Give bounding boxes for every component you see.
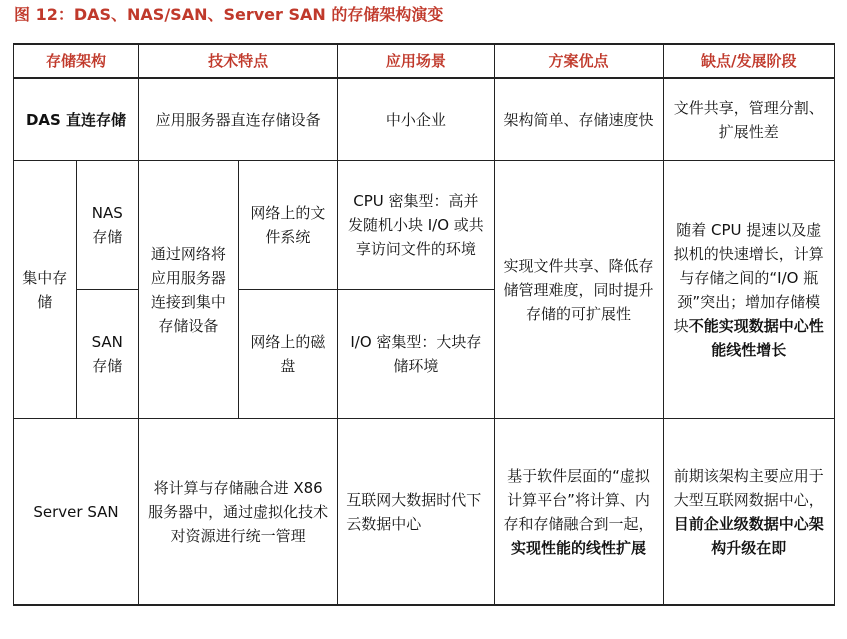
table-row-server-san bbox=[14, 419, 835, 606]
header-drawbacks: 缺点/发展阶段 bbox=[663, 44, 834, 78]
nas-sub-feature: 网络上的文件系统 bbox=[238, 161, 338, 290]
das-advantage: 架构简单、存储速度快 bbox=[494, 78, 663, 161]
san-name: SAN 存储 bbox=[76, 290, 139, 419]
san-sub-feature: 网络上的磁盘 bbox=[238, 290, 338, 419]
centralized-drawback bbox=[663, 161, 834, 419]
centralized-drawback-bold: 不能实现数据中心性能线性增长 bbox=[688, 316, 824, 359]
server-san-drawback-plain: 前期该架构主要应用于大型互联网数据中心， bbox=[673, 466, 824, 509]
header-advantages: 方案优点 bbox=[494, 44, 663, 78]
server-san-drawback bbox=[663, 419, 834, 606]
table-row-das bbox=[14, 78, 835, 161]
figure-title: 图 12：DAS、NAS/SAN、Server SAN 的存储架构演变 bbox=[14, 5, 444, 24]
server-san-feature: 将计算与存储融合进 X86 服务器中，通过虚拟化技术对资源进行统一管理 bbox=[139, 419, 338, 606]
centralized-advantage: 实现文件共享、降低存储管理难度，同时提升存储的可扩展性 bbox=[494, 161, 663, 419]
table-row-nas bbox=[14, 161, 835, 290]
header-features: 技术特点 bbox=[139, 44, 338, 78]
server-san-scenario: 互联网大数据时代下云数据中心 bbox=[338, 419, 494, 606]
header-scenarios: 应用场景 bbox=[338, 44, 494, 78]
centralized-drawback-plain: 随着 CPU 提速以及虚拟机的快速增长，计算与存储之间的“I/O 瓶颈”突出；增加存储模块 bbox=[673, 220, 824, 335]
server-san-advantage-bold: 实现性能的线性扩展 bbox=[511, 538, 647, 557]
nas-name: NAS 存储 bbox=[76, 161, 139, 290]
san-scenario: I/O 密集型：大块存储环境 bbox=[338, 290, 494, 419]
das-drawback: 文件共享，管理分割、扩展性差 bbox=[663, 78, 834, 161]
header-row bbox=[14, 44, 835, 78]
server-san-advantage-plain: 基于软件层面的“虚拟计算平台”将计算、内存和存储融合到一起， bbox=[503, 466, 654, 533]
header-architecture: 存储架构 bbox=[14, 44, 139, 78]
storage-architecture-table bbox=[13, 43, 835, 606]
centralized-feature: 通过网络将应用服务器连接到集中存储设备 bbox=[139, 161, 239, 419]
server-san-advantage bbox=[494, 419, 663, 606]
das-feature: 应用服务器直连存储设备 bbox=[139, 78, 338, 161]
server-san-drawback-bold: 目前企业级数据中心架构升级在即 bbox=[673, 514, 824, 557]
das-scenario: 中小企业 bbox=[338, 78, 494, 161]
centralized-group: 集中存储 bbox=[14, 161, 77, 419]
das-name: DAS 直连存储 bbox=[14, 78, 139, 161]
nas-scenario: CPU 密集型：高并发随机小块 I/O 或共享访问文件的环境 bbox=[338, 161, 494, 290]
server-san-name: Server SAN bbox=[14, 419, 139, 606]
